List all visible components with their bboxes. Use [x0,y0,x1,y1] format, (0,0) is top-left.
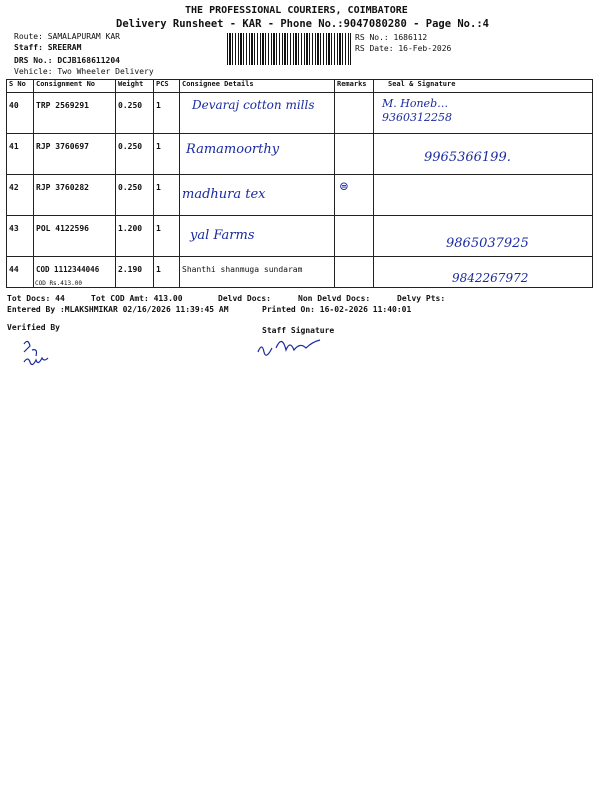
row-consignment: POL 4122596 [36,224,89,233]
table-row [7,134,593,175]
row-consignment: TRP 2569291 [36,101,89,110]
table-header-row [7,80,593,93]
route: Route: SAMALAPURAM KAR [14,32,120,41]
row-seal: M. Honeb… 9360312258 [382,97,452,124]
vehicle: Vehicle: Two Wheeler Delivery [14,67,154,76]
row-sno: 44 [9,265,19,274]
table-row [7,216,593,257]
rs-date: RS Date: 16-Feb-2026 [355,44,452,53]
row-seal: 9965366199. [424,150,511,165]
row-pcs: 1 [156,183,161,192]
tot-docs: Tot Docs: 44 [7,294,65,303]
cod-note: COD Rs.413.00 [35,280,82,287]
row-sno: 43 [9,224,19,233]
row-consignee: yal Farms [190,228,255,243]
col-consignee: Consignee Details [180,80,335,93]
row-consignee: madhura tex [182,187,266,202]
non-delvd-docs: Non Delvd Docs: [298,294,371,303]
row-pcs: 1 [156,101,161,110]
row-consignment: RJP 3760697 [36,142,89,151]
col-weight: Weight [116,80,154,93]
rs-number: RS No.: 1686112 [355,33,428,42]
printed-on: Printed On: 16-02-2026 11:40:01 [262,305,412,314]
delvd-docs: Delvd Docs: [218,294,271,303]
col-seal: Seal & Signature [374,80,593,93]
row-consignment: COD 1112344046 [36,265,100,274]
row-weight: 0.250 [118,183,143,192]
verified-by-label: Verified By [7,323,60,332]
row-seal: 9865037925 [446,236,529,251]
row-sno: 40 [9,101,19,110]
table-row [7,175,593,216]
verifier-signature [18,336,58,376]
tot-cod: Tot COD Amt: 413.00 [91,294,183,303]
row-weight: 0.250 [118,142,143,151]
runsheet-title: Delivery Runsheet - KAR - Phone No.:9047080280 - Page No.:4 [116,18,489,30]
row-weight: 1.200 [118,224,143,233]
entered-by: Entered By :MLAKSHMIKAR 02/16/2026 11:39:45 AM [7,305,229,314]
staff: Staff: SREERAM [14,43,82,52]
delvy-pts: Delvy Pts: [397,294,446,303]
row-consignee: Devaraj cotton mills [192,98,315,112]
col-pcs: PCS [154,80,180,93]
company-name: THE PROFESSIONAL COURIERS, COIMBATORE [185,5,408,16]
runsheet-table [6,79,593,288]
staff-signature [254,334,334,360]
row-weight: 0.250 [118,101,143,110]
staff-signature-label: Staff Signature [262,326,335,335]
row-pcs: 1 [156,265,161,274]
drs-number: DRS No.: DCJB168611204 [14,56,120,65]
barcode [227,33,351,65]
table-row [7,257,593,288]
remark-stamp-icon: ⊜ [339,179,350,193]
row-consignee: Shanthi shanmuga sundaram [182,265,303,274]
col-consignment: Consignment No [34,80,116,93]
row-pcs: 1 [156,224,161,233]
col-sno: S No [7,80,34,93]
row-weight: 2.190 [118,265,143,274]
row-pcs: 1 [156,142,161,151]
row-seal: 9842267972 [452,271,529,285]
table-row [7,93,593,134]
row-consignee: Ramamoorthy [186,142,280,157]
row-sno: 41 [9,142,19,151]
row-consignment: RJP 3760282 [36,183,89,192]
col-remarks: Remarks [335,80,374,93]
row-sno: 42 [9,183,19,192]
